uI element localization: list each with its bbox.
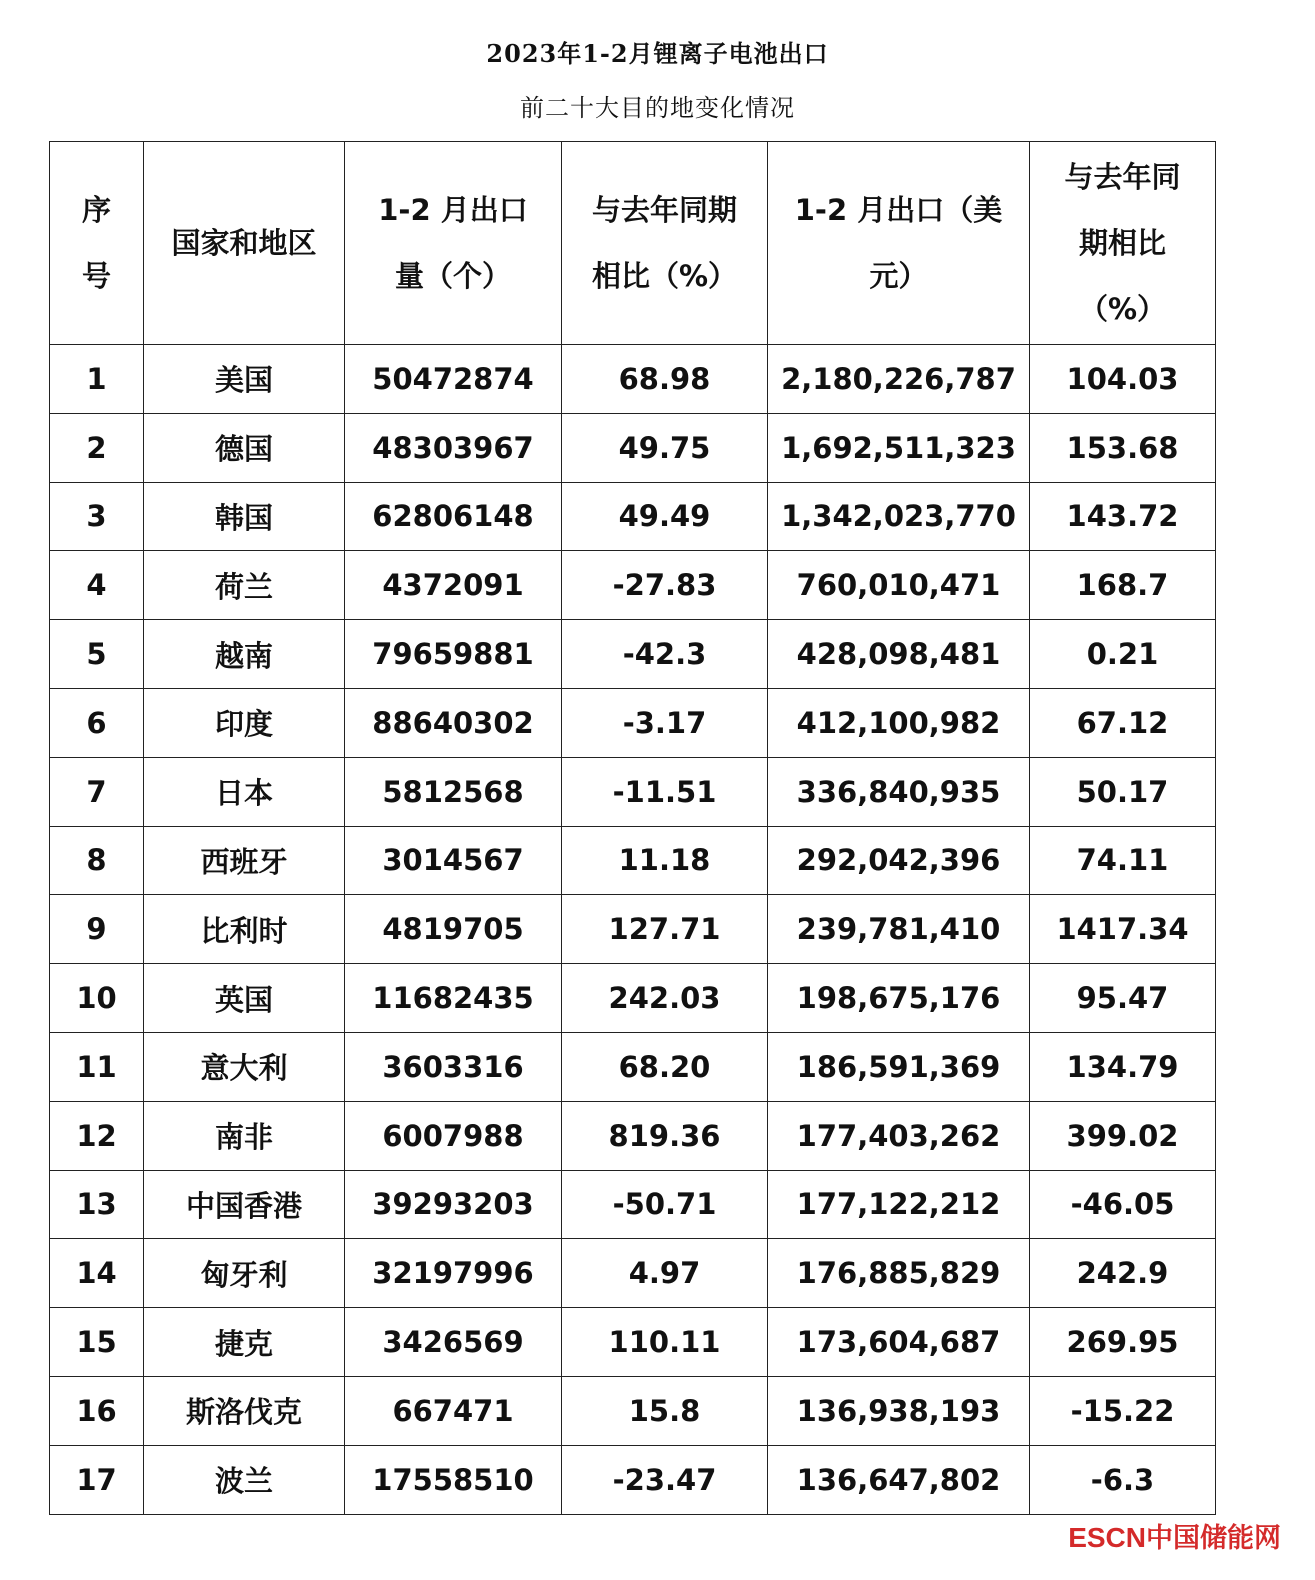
cell-seq: 17 — [50, 1445, 144, 1514]
cell-qty-yoy: -50.71 — [562, 1170, 768, 1239]
escn-logo — [1068, 1516, 1281, 1555]
table-row — [50, 826, 1216, 895]
cell-value: 2,180,226,787 — [768, 345, 1030, 414]
cell-region: 日本 — [144, 757, 345, 826]
cell-region: 荷兰 — [144, 551, 345, 620]
cell-seq: 1 — [50, 345, 144, 414]
cell-qty-yoy: 11.18 — [562, 826, 768, 895]
header-qty-yoy: 与去年同期相比（%） — [562, 142, 768, 345]
table-subtitle: 前二十大目的地变化情况 — [520, 94, 795, 122]
cell-region: 意大利 — [144, 1032, 345, 1101]
cell-seq: 11 — [50, 1032, 144, 1101]
cell-region: 越南 — [144, 620, 345, 689]
table-row — [50, 1101, 1216, 1170]
cell-seq: 12 — [50, 1101, 144, 1170]
cell-qty-yoy: -27.83 — [562, 551, 768, 620]
cell-value-yoy: 0.21 — [1030, 620, 1216, 689]
cell-value-yoy: 67.12 — [1030, 688, 1216, 757]
cell-value-yoy: -46.05 — [1030, 1170, 1216, 1239]
cell-value-yoy: 143.72 — [1030, 482, 1216, 551]
cell-region: 波兰 — [144, 1445, 345, 1514]
cell-seq: 14 — [50, 1239, 144, 1308]
cell-value: 173,604,687 — [768, 1308, 1030, 1377]
cell-value-yoy: 242.9 — [1030, 1239, 1216, 1308]
table-row — [50, 688, 1216, 757]
cell-qty: 4372091 — [345, 551, 562, 620]
cell-qty: 79659881 — [345, 620, 562, 689]
cell-qty-yoy: -11.51 — [562, 757, 768, 826]
cell-region: 南非 — [144, 1101, 345, 1170]
cell-value: 136,647,802 — [768, 1445, 1030, 1514]
cell-qty-yoy: 15.8 — [562, 1376, 768, 1445]
cell-qty: 5812568 — [345, 757, 562, 826]
cell-qty-yoy: 49.75 — [562, 413, 768, 482]
header-value: 1-2 月出口（美元） — [768, 142, 1030, 345]
cell-qty-yoy: 49.49 — [562, 482, 768, 551]
export-destinations-table — [49, 141, 1216, 1515]
logo-latin: ESCN — [1068, 1522, 1146, 1553]
cell-seq: 2 — [50, 413, 144, 482]
table-row — [50, 1445, 1216, 1514]
cell-seq: 6 — [50, 688, 144, 757]
cell-seq: 4 — [50, 551, 144, 620]
cell-seq: 16 — [50, 1376, 144, 1445]
cell-value: 760,010,471 — [768, 551, 1030, 620]
cell-value: 1,692,511,323 — [768, 413, 1030, 482]
cell-region: 印度 — [144, 688, 345, 757]
table-row — [50, 482, 1216, 551]
table-row — [50, 551, 1216, 620]
cell-qty-yoy: 110.11 — [562, 1308, 768, 1377]
cell-value: 198,675,176 — [768, 964, 1030, 1033]
cell-qty-yoy: -23.47 — [562, 1445, 768, 1514]
cell-value-yoy: 74.11 — [1030, 826, 1216, 895]
cell-value-yoy: 104.03 — [1030, 345, 1216, 414]
cell-region: 德国 — [144, 413, 345, 482]
cell-value: 1,342,023,770 — [768, 482, 1030, 551]
cell-value: 412,100,982 — [768, 688, 1030, 757]
cell-value-yoy: 1417.34 — [1030, 895, 1216, 964]
cell-seq: 9 — [50, 895, 144, 964]
cell-qty: 667471 — [345, 1376, 562, 1445]
cell-value: 136,938,193 — [768, 1376, 1030, 1445]
cell-qty-yoy: 68.20 — [562, 1032, 768, 1101]
cell-value: 239,781,410 — [768, 895, 1030, 964]
table-row — [50, 1032, 1216, 1101]
table-header-row — [50, 142, 1216, 345]
header-value-yoy: 与去年同期相比（%） — [1030, 142, 1216, 345]
cell-region: 斯洛伐克 — [144, 1376, 345, 1445]
header-region: 国家和地区 — [144, 142, 345, 345]
cell-value: 177,403,262 — [768, 1101, 1030, 1170]
cell-qty: 17558510 — [345, 1445, 562, 1514]
cell-qty: 88640302 — [345, 688, 562, 757]
table-title: 2023年1-2月锂离子电池出口 — [486, 39, 829, 68]
cell-value: 428,098,481 — [768, 620, 1030, 689]
cell-value: 336,840,935 — [768, 757, 1030, 826]
cell-qty-yoy: 819.36 — [562, 1101, 768, 1170]
table-row — [50, 964, 1216, 1033]
cell-value-yoy: -15.22 — [1030, 1376, 1216, 1445]
cell-value: 186,591,369 — [768, 1032, 1030, 1101]
cell-region: 捷克 — [144, 1308, 345, 1377]
cell-value-yoy: 168.7 — [1030, 551, 1216, 620]
cell-qty: 39293203 — [345, 1170, 562, 1239]
cell-qty: 3603316 — [345, 1032, 562, 1101]
cell-qty-yoy: 127.71 — [562, 895, 768, 964]
cell-qty: 48303967 — [345, 413, 562, 482]
cell-qty-yoy: -42.3 — [562, 620, 768, 689]
cell-seq: 5 — [50, 620, 144, 689]
logo-cn: 中国储能网 — [1146, 1523, 1281, 1554]
cell-region: 比利时 — [144, 895, 345, 964]
cell-seq: 3 — [50, 482, 144, 551]
cell-value-yoy: 50.17 — [1030, 757, 1216, 826]
cell-value-yoy: 95.47 — [1030, 964, 1216, 1033]
cell-region: 韩国 — [144, 482, 345, 551]
table-row — [50, 1170, 1216, 1239]
cell-qty: 6007988 — [345, 1101, 562, 1170]
header-seq: 序号 — [50, 142, 144, 345]
cell-seq: 13 — [50, 1170, 144, 1239]
cell-region: 西班牙 — [144, 826, 345, 895]
cell-region: 中国香港 — [144, 1170, 345, 1239]
cell-seq: 8 — [50, 826, 144, 895]
cell-qty-yoy: 68.98 — [562, 345, 768, 414]
cell-qty: 32197996 — [345, 1239, 562, 1308]
cell-qty: 62806148 — [345, 482, 562, 551]
cell-value-yoy: -6.3 — [1030, 1445, 1216, 1514]
header-qty: 1-2 月出口量（个） — [345, 142, 562, 345]
cell-qty-yoy: 242.03 — [562, 964, 768, 1033]
cell-value: 176,885,829 — [768, 1239, 1030, 1308]
table-row — [50, 413, 1216, 482]
cell-qty: 3014567 — [345, 826, 562, 895]
cell-value-yoy: 153.68 — [1030, 413, 1216, 482]
cell-qty: 50472874 — [345, 345, 562, 414]
cell-qty: 4819705 — [345, 895, 562, 964]
cell-region: 匈牙利 — [144, 1239, 345, 1308]
cell-value: 292,042,396 — [768, 826, 1030, 895]
table-row — [50, 757, 1216, 826]
table-row — [50, 620, 1216, 689]
cell-qty: 3426569 — [345, 1308, 562, 1377]
cell-value: 177,122,212 — [768, 1170, 1030, 1239]
table-row — [50, 1239, 1216, 1308]
cell-qty-yoy: -3.17 — [562, 688, 768, 757]
cell-value-yoy: 269.95 — [1030, 1308, 1216, 1377]
cell-seq: 15 — [50, 1308, 144, 1377]
cell-value-yoy: 134.79 — [1030, 1032, 1216, 1101]
cell-region: 英国 — [144, 964, 345, 1033]
table-row — [50, 1376, 1216, 1445]
table-row — [50, 895, 1216, 964]
cell-seq: 10 — [50, 964, 144, 1033]
cell-qty-yoy: 4.97 — [562, 1239, 768, 1308]
table-row — [50, 1308, 1216, 1377]
table-row — [50, 345, 1216, 414]
cell-qty: 11682435 — [345, 964, 562, 1033]
cell-seq: 7 — [50, 757, 144, 826]
cell-region: 美国 — [144, 345, 345, 414]
cell-value-yoy: 399.02 — [1030, 1101, 1216, 1170]
